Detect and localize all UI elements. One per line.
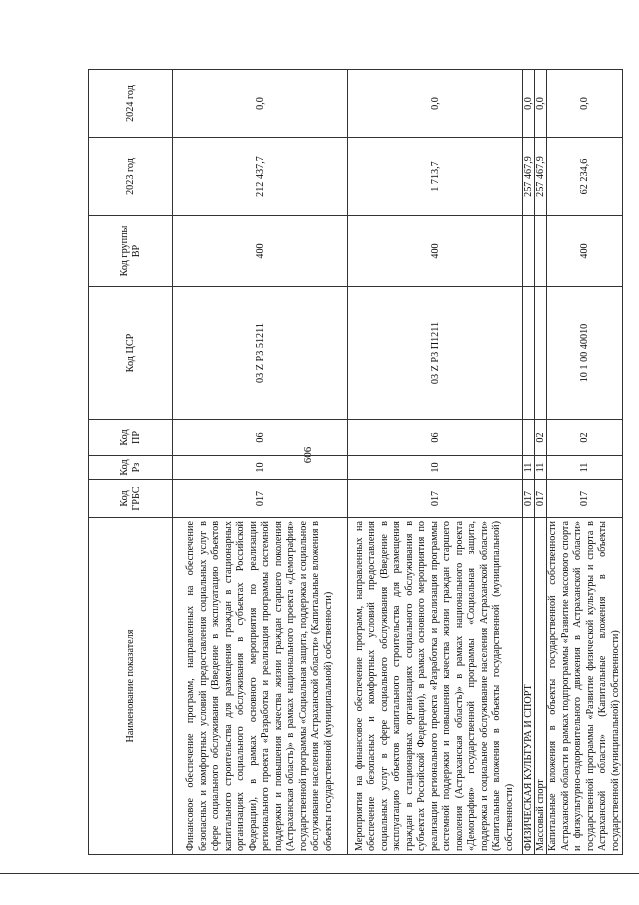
row-name: Мероприятия на финансовое обеспечение программ, направленных на обеспечение безопасных и комфортных условий предоставления социальных услуг в сфере социального обслуживания (Введение в эксплуатацию объектов капитального строительства для размещения граждан в стационарных организациях социального обслуживания в субъектах Российской Федерации), в рамках основного мероприятия по реализации регионального проекта «Разработка и реализация программы системной поддержки и повышения качества жизни граждан старшего поколения (Астраханская область)» в рамках национального проекта «Демография» государственной программы «Социальная защита, поддержка и социальное обслуживание населения Астраханской области» (Капитальные вложения в объекты государственной (муниципальной) собственности) bbox=[348, 518, 523, 855]
row-2024: 0,0 bbox=[523, 70, 535, 138]
row-2024: 0,0 bbox=[547, 70, 623, 138]
row-vr: 400 bbox=[173, 216, 348, 287]
row-pr: 02 bbox=[547, 420, 623, 456]
table-row bbox=[535, 70, 547, 855]
header-rz: Код Рз bbox=[89, 456, 173, 480]
row-name: Массовый спорт bbox=[535, 518, 547, 855]
header-pr: Код ПР bbox=[89, 420, 173, 456]
header-2024: 2024 год bbox=[89, 70, 173, 138]
row-rz: 11 bbox=[547, 456, 623, 480]
row-2024: 0,0 bbox=[348, 70, 523, 138]
row-vr: 400 bbox=[547, 216, 623, 287]
row-2023: 1 713,7 bbox=[348, 138, 523, 216]
row-csr: 03 Z P3 51211 bbox=[173, 287, 348, 420]
row-vr bbox=[535, 216, 547, 287]
row-csr: 10 1 00 40010 bbox=[547, 287, 623, 420]
row-pr bbox=[523, 420, 535, 456]
row-name: Капитальные вложения в объекты государственной собственности Астраханской области в рамках подпрограммы «Развитие массового спорта и физкультурно-оздоровительного движения в Астраханской области» государственной программы «Развитие физической культуры и спорта в Астраханской области» (Капитальные вложения в объекты государственной (муниципальной) собственности) bbox=[547, 518, 623, 855]
header-2023: 2023 год bbox=[89, 138, 173, 216]
header-vr: Код группы ВР bbox=[89, 216, 173, 287]
row-pr: 02 bbox=[535, 420, 547, 456]
table-row bbox=[348, 70, 523, 855]
row-vr: 400 bbox=[348, 216, 523, 287]
row-grbs: 017 bbox=[535, 480, 547, 518]
row-2023: 62 234,6 bbox=[547, 138, 623, 216]
row-2023: 257 467,9 bbox=[535, 138, 547, 216]
table-row bbox=[547, 70, 623, 855]
row-pr: 06 bbox=[173, 420, 348, 456]
row-2023: 257 467,9 bbox=[523, 138, 535, 216]
row-rz: 11 bbox=[523, 456, 535, 480]
row-rz: 10 bbox=[348, 456, 523, 480]
header-name: Наименование показателя bbox=[89, 518, 173, 855]
row-2023: 212 437,7 bbox=[173, 138, 348, 216]
row-vr bbox=[523, 216, 535, 287]
table-row bbox=[523, 70, 535, 855]
header-csr: Код ЦСР bbox=[89, 287, 173, 420]
row-grbs: 017 bbox=[523, 480, 535, 518]
row-grbs: 017 bbox=[348, 480, 523, 518]
table-row bbox=[173, 70, 348, 855]
bottom-border-line bbox=[0, 873, 639, 874]
row-pr: 06 bbox=[348, 420, 523, 456]
row-2024: 0,0 bbox=[173, 70, 348, 138]
row-2024: 0,0 bbox=[535, 70, 547, 138]
row-grbs: 017 bbox=[547, 480, 623, 518]
table-header-row bbox=[89, 70, 173, 855]
row-csr: 03 Z P3 П1211 bbox=[348, 287, 523, 420]
row-name: ФИЗИЧЕСКАЯ КУЛЬТУРА И СПОРТ bbox=[523, 518, 535, 855]
header-grbs: Код ГРБС bbox=[89, 480, 173, 518]
budget-table bbox=[88, 69, 623, 855]
row-rz: 11 bbox=[535, 456, 547, 480]
row-rz: 10 bbox=[173, 456, 348, 480]
row-name: Финансовое обеспечение программ, направленных на обеспечение безопасных и комфортных условий предоставления социальных услуг в сфере социального обслуживания (Введение в эксплуатацию объектов капитального строительства для размещения граждан в стационарных организациях социального обслуживания в субъектах Российской Федерации), в рамках основного мероприятия по реализации регионального проекта «Разработка и реализация программы системной поддержки и повышения качества жизни граждан старшего поколения (Астраханская область)» в рамках национального проекта «Демография» государственной программы «Социальная защита, поддержка и социальное обслуживание населения Астраханской области» (Капитальные вложения в объекты государственной (муниципальной) собственности) bbox=[173, 518, 348, 855]
rotated-table-container bbox=[88, 70, 621, 855]
page-number: 606 bbox=[302, 446, 314, 464]
row-csr bbox=[523, 287, 535, 420]
row-csr bbox=[535, 287, 547, 420]
row-grbs: 017 bbox=[173, 480, 348, 518]
